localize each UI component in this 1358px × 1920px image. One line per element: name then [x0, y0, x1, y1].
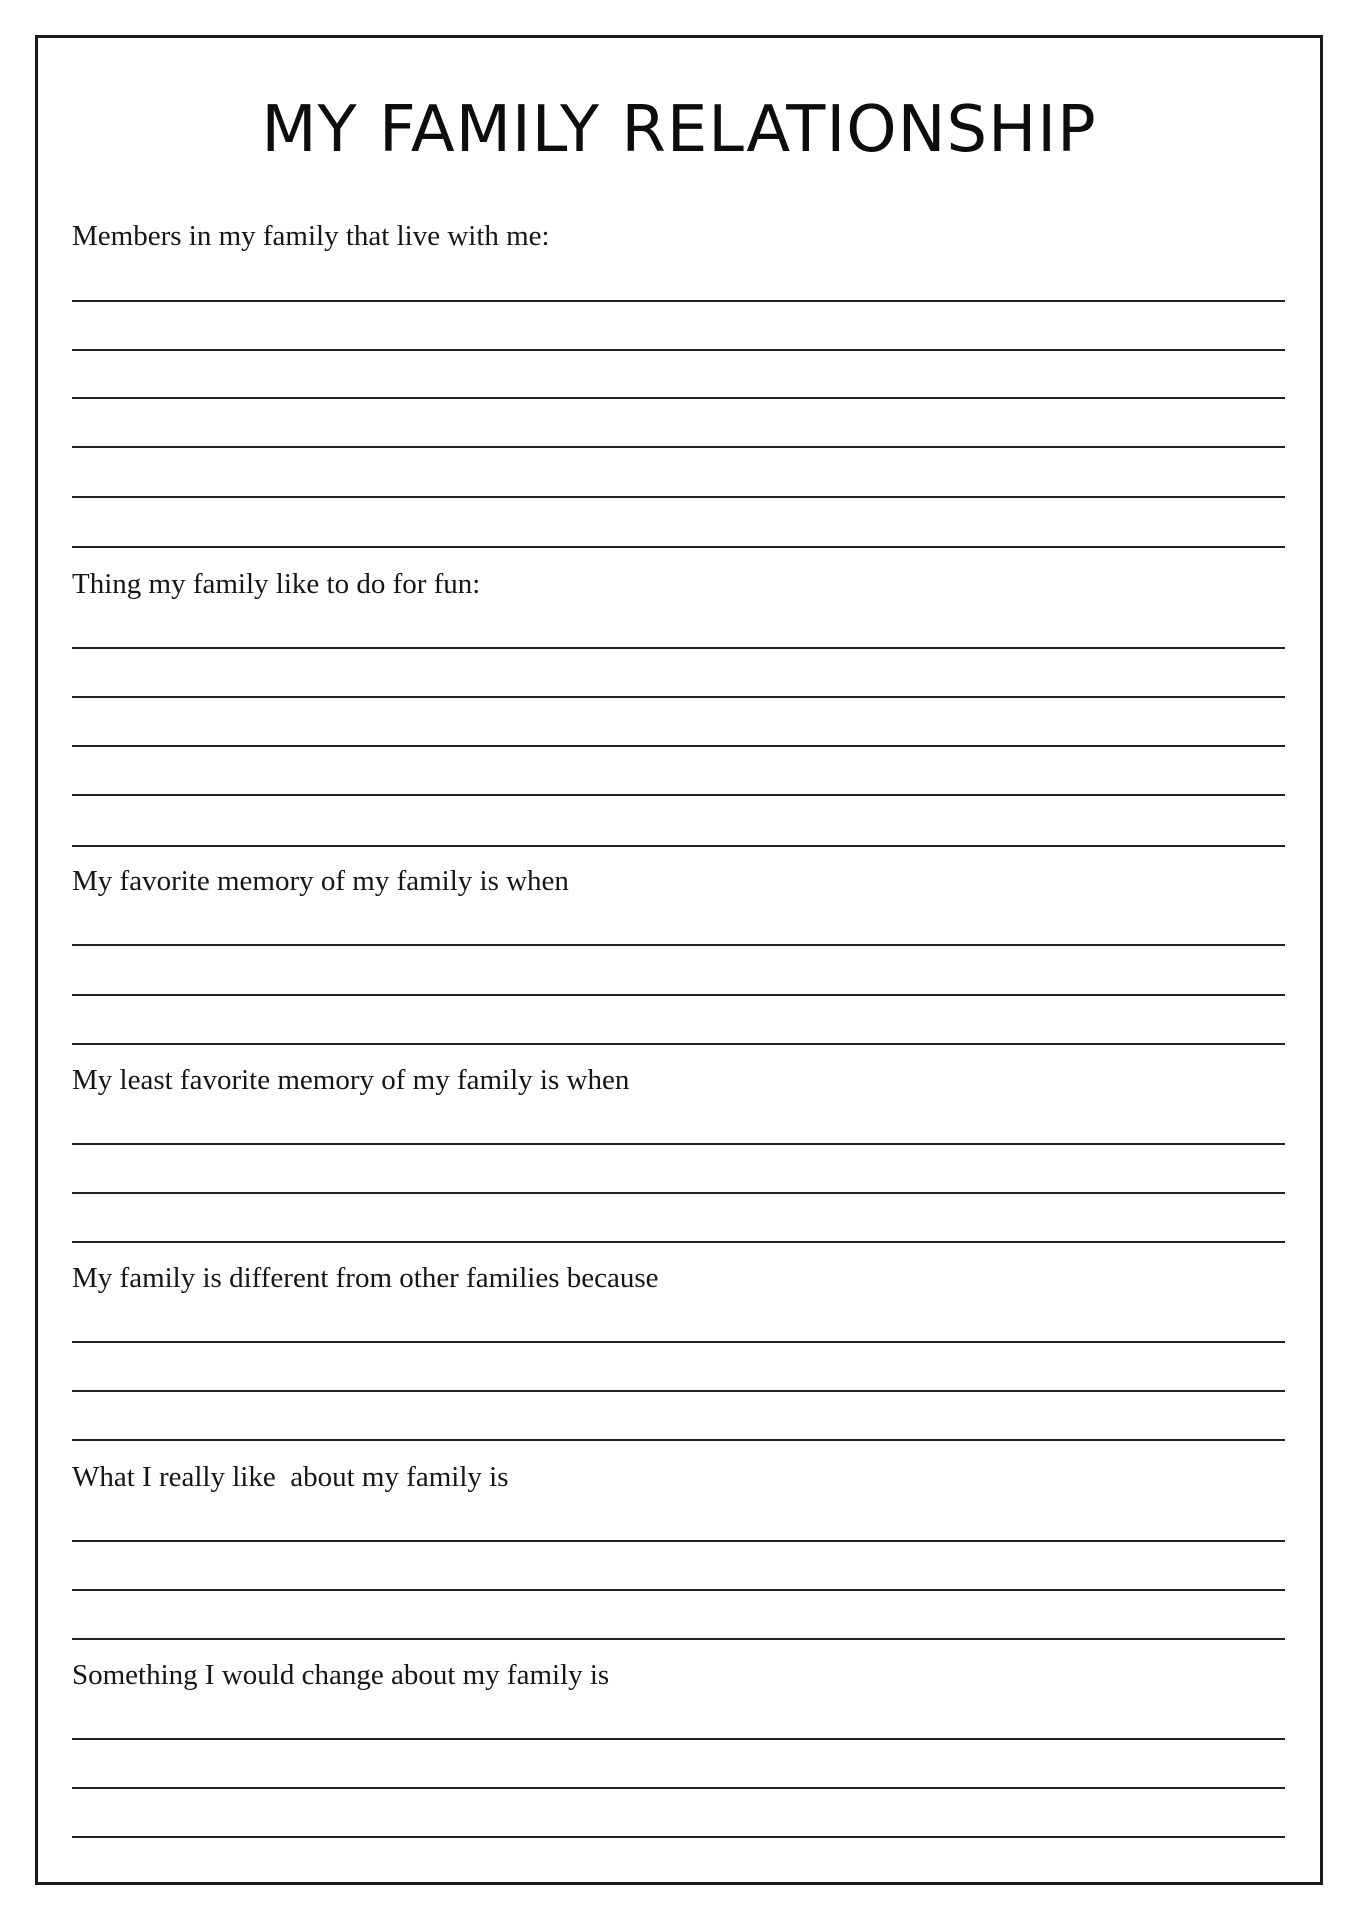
answer-line[interactable] — [72, 496, 1285, 498]
answer-line[interactable] — [72, 1143, 1285, 1145]
prompt-different: My family is different from other families because — [72, 1262, 659, 1294]
prompt-members: Members in my family that live with me: — [72, 220, 550, 252]
answer-line[interactable] — [72, 1589, 1285, 1591]
answer-line[interactable] — [72, 1638, 1285, 1640]
answer-line[interactable] — [72, 647, 1285, 649]
page-title: MY FAMILY RELATIONSHIP — [261, 93, 1097, 167]
answer-line[interactable] — [72, 1836, 1285, 1838]
answer-line[interactable] — [72, 994, 1285, 996]
answer-line[interactable] — [72, 546, 1285, 548]
prompt-change: Something I would change about my family is — [72, 1659, 610, 1691]
page-border — [35, 35, 1323, 1885]
answer-line[interactable] — [72, 397, 1285, 399]
prompt-favorite-memory: My favorite memory of my family is when — [72, 865, 569, 897]
answer-line[interactable] — [72, 446, 1285, 448]
answer-line[interactable] — [72, 696, 1285, 698]
answer-line[interactable] — [72, 1787, 1285, 1789]
answer-line[interactable] — [72, 1439, 1285, 1441]
answer-line[interactable] — [72, 1390, 1285, 1392]
answer-line[interactable] — [72, 745, 1285, 747]
answer-line[interactable] — [72, 1540, 1285, 1542]
answer-line[interactable] — [72, 1341, 1285, 1343]
answer-line[interactable] — [72, 794, 1285, 796]
prompt-really-like: What I really like about my family is — [72, 1461, 509, 1493]
answer-line[interactable] — [72, 1192, 1285, 1194]
answer-line[interactable] — [72, 1043, 1285, 1045]
answer-line[interactable] — [72, 1241, 1285, 1243]
prompt-least-favorite-memory: My least favorite memory of my family is when — [72, 1064, 630, 1096]
answer-line[interactable] — [72, 845, 1285, 847]
answer-line[interactable] — [72, 349, 1285, 351]
answer-line[interactable] — [72, 944, 1285, 946]
answer-line[interactable] — [72, 1738, 1285, 1740]
prompt-fun: Thing my family like to do for fun: — [72, 568, 481, 600]
answer-line[interactable] — [72, 300, 1285, 302]
